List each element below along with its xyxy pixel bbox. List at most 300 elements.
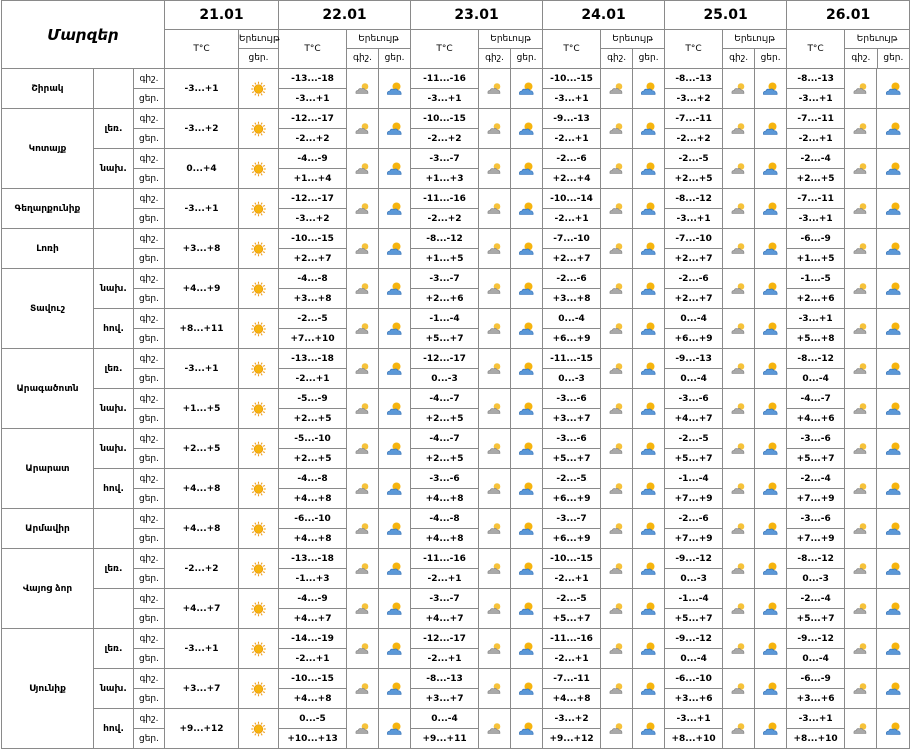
partly-cloudy-night-icon <box>601 281 632 297</box>
temperature-value: -3...+1 <box>665 209 723 229</box>
weather-cell <box>723 709 755 749</box>
weather-cell <box>845 469 877 509</box>
partly-cloudy-night-icon <box>601 321 632 337</box>
temperature-value: -4...-9 <box>279 149 347 169</box>
table-row <box>2 629 910 649</box>
weather-column-header <box>601 30 665 69</box>
weather-cell <box>633 469 665 509</box>
zone-label <box>94 229 134 269</box>
temperature-value: -7...-11 <box>787 109 845 129</box>
table-row <box>2 269 910 289</box>
temperature-value: -7...-11 <box>543 669 601 689</box>
partly-cloudy-day-icon <box>633 121 664 137</box>
temperature-value: -2...+1 <box>411 569 479 589</box>
table-row <box>2 429 910 449</box>
weather-cell <box>633 349 665 389</box>
temperature-value: -5...-9 <box>279 389 347 409</box>
partly-cloudy-night-icon <box>479 721 510 737</box>
period-labels <box>601 49 664 68</box>
partly-cloudy-night-icon <box>601 401 632 417</box>
partly-cloudy-day-icon <box>755 641 786 657</box>
partly-cloudy-night-icon <box>723 201 754 217</box>
partly-cloudy-night-icon <box>601 241 632 257</box>
partly-cloudy-day-icon <box>379 641 410 657</box>
partly-cloudy-night-icon <box>479 161 510 177</box>
weather-cell <box>755 549 787 589</box>
partly-cloudy-day-icon <box>755 441 786 457</box>
weather-cell <box>633 109 665 149</box>
weather-cell <box>239 669 279 709</box>
partly-cloudy-night-icon <box>479 641 510 657</box>
temperature-value: -2...-6 <box>665 509 723 529</box>
temperature-value: +3...+8 <box>279 289 347 309</box>
weather-cell <box>633 629 665 669</box>
partly-cloudy-night-icon <box>479 121 510 137</box>
zone-label: հով. <box>94 709 134 749</box>
temperature-value: +2...+6 <box>411 289 479 309</box>
weather-label: Երեւույթ <box>239 30 278 49</box>
partly-cloudy-day-icon <box>755 281 786 297</box>
partly-cloudy-night-icon <box>347 201 378 217</box>
weather-cell <box>723 349 755 389</box>
partly-cloudy-night-icon <box>845 601 876 617</box>
partly-cloudy-night-icon <box>347 241 378 257</box>
partly-cloudy-night-icon <box>723 401 754 417</box>
weather-cell <box>723 189 755 229</box>
weather-label: Երեւույթ <box>479 30 542 49</box>
zone-label: լեռ. <box>94 109 134 149</box>
weather-cell <box>755 309 787 349</box>
weather-column-header <box>347 30 411 69</box>
weather-cell <box>755 709 787 749</box>
partly-cloudy-day-icon <box>511 161 542 177</box>
sun-icon <box>239 281 278 297</box>
period-label: ցեր. <box>134 209 165 229</box>
temperature-value: -2...-6 <box>665 269 723 289</box>
zone-label <box>94 589 134 629</box>
temperature-value: +2...+7 <box>543 249 601 269</box>
region-name: Արմավիր <box>2 509 94 549</box>
weather-cell <box>755 109 787 149</box>
table-row <box>2 189 910 209</box>
day-label: ցեր. <box>760 53 781 63</box>
partly-cloudy-night-icon <box>845 121 876 137</box>
temperature-value: -3...-6 <box>787 509 845 529</box>
sun-icon <box>239 161 278 177</box>
partly-cloudy-day-icon <box>877 81 909 97</box>
partly-cloudy-night-icon <box>347 121 378 137</box>
temperature-value: +8...+10 <box>665 729 723 749</box>
partly-cloudy-night-icon <box>601 561 632 577</box>
temperature-value: -2...+2 <box>279 129 347 149</box>
partly-cloudy-day-icon <box>877 361 909 377</box>
temperature-value: -10...-15 <box>543 69 601 89</box>
weather-cell <box>511 429 543 469</box>
partly-cloudy-day-icon <box>877 281 909 297</box>
partly-cloudy-day-icon <box>379 481 410 497</box>
partly-cloudy-day-icon <box>511 641 542 657</box>
partly-cloudy-day-icon <box>755 321 786 337</box>
partly-cloudy-day-icon <box>511 561 542 577</box>
region-name: Կոտայք <box>2 109 94 189</box>
temperature-value: -3...-6 <box>543 429 601 449</box>
temperature-value: -2...+2 <box>411 209 479 229</box>
temperature-value: +2...+6 <box>787 289 845 309</box>
period-label: ցեր. <box>134 169 165 189</box>
temperature-value: +5...+7 <box>787 449 845 469</box>
weather-cell <box>845 389 877 429</box>
weather-cell <box>755 509 787 549</box>
partly-cloudy-night-icon <box>347 281 378 297</box>
weather-cell <box>601 429 633 469</box>
temperature-value: +4...+8 <box>165 469 239 509</box>
temperature-value: -14...-19 <box>279 629 347 649</box>
temperature-value: -3...+1 <box>411 89 479 109</box>
temperature-value: +4...+7 <box>279 609 347 629</box>
weather-cell <box>755 229 787 269</box>
temperature-value: -3...+1 <box>165 629 239 669</box>
partly-cloudy-night-icon <box>845 481 876 497</box>
partly-cloudy-night-icon <box>845 641 876 657</box>
partly-cloudy-night-icon <box>845 321 876 337</box>
partly-cloudy-night-icon <box>845 681 876 697</box>
weather-cell <box>633 269 665 309</box>
partly-cloudy-night-icon <box>845 521 876 537</box>
temperature-value: +6...+9 <box>543 529 601 549</box>
temperature-value: +7...+10 <box>279 329 347 349</box>
temperature-value: -12...-17 <box>411 629 479 649</box>
weather-cell <box>347 229 379 269</box>
temperature-value: -9...-13 <box>543 109 601 129</box>
partly-cloudy-day-icon <box>633 521 664 537</box>
temperature-value: -2...+1 <box>543 569 601 589</box>
temperature-value: -3...-7 <box>411 269 479 289</box>
partly-cloudy-night-icon <box>479 601 510 617</box>
sun-icon <box>239 721 278 737</box>
temperature-value: 0...-5 <box>279 709 347 729</box>
weather-cell <box>601 709 633 749</box>
weather-cell <box>601 629 633 669</box>
temperature-value: +4...+7 <box>411 609 479 629</box>
weather-cell <box>239 309 279 349</box>
partly-cloudy-day-icon <box>755 681 786 697</box>
temperature-value: -2...+1 <box>279 649 347 669</box>
weather-cell <box>601 669 633 709</box>
partly-cloudy-day-icon <box>511 681 542 697</box>
region-name: Սյունիք <box>2 629 94 749</box>
partly-cloudy-night-icon <box>479 521 510 537</box>
sun-icon <box>239 121 278 137</box>
weather-cell <box>877 309 910 349</box>
partly-cloudy-night-icon <box>347 721 378 737</box>
partly-cloudy-night-icon <box>479 361 510 377</box>
weather-cell <box>755 349 787 389</box>
temperature-value: -3...+1 <box>787 709 845 729</box>
sun-icon <box>239 81 278 97</box>
weather-column-header <box>239 30 279 69</box>
temperature-value: +2...+5 <box>165 429 239 469</box>
temperature-value: -6...-9 <box>787 669 845 689</box>
weather-cell <box>845 109 877 149</box>
temperature-column-header: T°C <box>787 30 845 69</box>
table-row <box>2 309 910 329</box>
partly-cloudy-day-icon <box>511 81 542 97</box>
partly-cloudy-day-icon <box>877 681 909 697</box>
partly-cloudy-day-icon <box>877 321 909 337</box>
zone-label <box>94 509 134 549</box>
partly-cloudy-day-icon <box>379 601 410 617</box>
weather-cell <box>601 109 633 149</box>
period-label: գիշ. <box>134 429 165 449</box>
weather-cell <box>479 709 511 749</box>
temperature-value: -7...-10 <box>665 229 723 249</box>
partly-cloudy-night-icon <box>347 561 378 577</box>
temperature-value: -2...-5 <box>543 469 601 489</box>
partly-cloudy-day-icon <box>633 561 664 577</box>
weather-cell <box>479 509 511 549</box>
temperature-value: -3...+1 <box>165 69 239 109</box>
partly-cloudy-day-icon <box>379 121 410 137</box>
temperature-value: +2...+5 <box>279 409 347 429</box>
weather-cell <box>511 269 543 309</box>
weather-cell <box>379 709 411 749</box>
weather-cell <box>379 69 411 109</box>
temperature-value: +4...+8 <box>543 689 601 709</box>
temperature-value: -8...-12 <box>665 189 723 209</box>
weather-cell <box>347 709 379 749</box>
partly-cloudy-day-icon <box>379 521 410 537</box>
temperature-value: +4...+8 <box>279 489 347 509</box>
weather-cell <box>723 629 755 669</box>
partly-cloudy-night-icon <box>845 401 876 417</box>
partly-cloudy-day-icon <box>633 201 664 217</box>
weather-column-header <box>723 30 787 69</box>
weather-cell <box>877 709 910 749</box>
temperature-value: -1...-4 <box>665 589 723 609</box>
partly-cloudy-night-icon <box>845 441 876 457</box>
weather-cell <box>633 189 665 229</box>
temperature-value: +3...+7 <box>411 689 479 709</box>
period-label: ցեր. <box>134 409 165 429</box>
weather-cell <box>601 549 633 589</box>
partly-cloudy-day-icon <box>511 441 542 457</box>
temperature-value: -8...-13 <box>665 69 723 89</box>
period-label: ցեր. <box>134 689 165 709</box>
weather-cell <box>877 189 910 229</box>
weather-cell <box>723 469 755 509</box>
temperature-value: -4...-9 <box>279 589 347 609</box>
temperature-value: +5...+7 <box>665 449 723 469</box>
weather-cell <box>239 149 279 189</box>
weather-cell <box>379 469 411 509</box>
temperature-value: -4...-8 <box>279 469 347 489</box>
partly-cloudy-day-icon <box>877 481 909 497</box>
temperature-value: +3...+6 <box>665 689 723 709</box>
partly-cloudy-day-icon <box>633 481 664 497</box>
date-header: 26.01 <box>787 1 910 30</box>
weather-cell <box>845 629 877 669</box>
night-label: գիշ. <box>723 49 755 68</box>
date-header: 21.01 <box>165 1 279 30</box>
partly-cloudy-day-icon <box>755 201 786 217</box>
weather-cell <box>239 269 279 309</box>
period-labels <box>479 49 542 68</box>
temperature-value: -3...-6 <box>787 429 845 449</box>
partly-cloudy-night-icon <box>601 441 632 457</box>
period-label: ցեր. <box>134 369 165 389</box>
temperature-value: -4...-7 <box>787 389 845 409</box>
temperature-value: +2...+5 <box>411 409 479 429</box>
weather-cell <box>845 229 877 269</box>
weather-cell <box>877 509 910 549</box>
partly-cloudy-day-icon <box>633 161 664 177</box>
weather-cell <box>379 509 411 549</box>
temperature-value: +9...+12 <box>165 709 239 749</box>
partly-cloudy-night-icon <box>723 601 754 617</box>
weather-cell <box>511 69 543 109</box>
temperature-value: +5...+7 <box>411 329 479 349</box>
partly-cloudy-night-icon <box>723 161 754 177</box>
partly-cloudy-night-icon <box>479 561 510 577</box>
temperature-value: -3...-7 <box>411 589 479 609</box>
temperature-value: +5...+7 <box>787 609 845 629</box>
temperature-value: +4...+9 <box>165 269 239 309</box>
weather-cell <box>479 469 511 509</box>
temperature-value: -9...-12 <box>665 549 723 569</box>
zone-label: լեռ. <box>94 549 134 589</box>
weather-cell <box>723 269 755 309</box>
partly-cloudy-day-icon <box>755 121 786 137</box>
weather-cell <box>601 589 633 629</box>
temperature-value: 0...-3 <box>665 569 723 589</box>
weather-cell <box>379 109 411 149</box>
partly-cloudy-night-icon <box>723 81 754 97</box>
temperature-value: +6...+9 <box>665 329 723 349</box>
partly-cloudy-night-icon <box>723 281 754 297</box>
region-name: Վայոց ձոր <box>2 549 94 629</box>
temperature-column-header: T°C <box>165 30 239 69</box>
weather-cell <box>511 629 543 669</box>
temperature-value: -11...-16 <box>411 549 479 569</box>
temperature-value: +5...+7 <box>665 609 723 629</box>
partly-cloudy-day-icon <box>755 481 786 497</box>
partly-cloudy-day-icon <box>633 601 664 617</box>
partly-cloudy-day-icon <box>379 561 410 577</box>
weather-cell <box>379 269 411 309</box>
weather-cell <box>633 709 665 749</box>
partly-cloudy-day-icon <box>379 721 410 737</box>
temperature-value: +2...+7 <box>665 249 723 269</box>
sun-icon <box>239 521 278 537</box>
partly-cloudy-day-icon <box>877 121 909 137</box>
sun-icon <box>239 441 278 457</box>
weather-cell <box>723 429 755 469</box>
partly-cloudy-night-icon <box>347 681 378 697</box>
temperature-value: +7...+9 <box>665 489 723 509</box>
weather-cell <box>511 469 543 509</box>
weather-cell <box>347 109 379 149</box>
weather-cell <box>479 229 511 269</box>
temperature-value: -2...-5 <box>665 149 723 169</box>
temperature-value: -4...-8 <box>279 269 347 289</box>
table-row <box>2 509 910 529</box>
temperature-value: -10...-15 <box>279 229 347 249</box>
partly-cloudy-day-icon <box>511 481 542 497</box>
temperature-value: +6...+9 <box>543 489 601 509</box>
temperature-value: -3...+1 <box>665 709 723 729</box>
weather-cell <box>877 629 910 669</box>
temperature-value: -11...-15 <box>543 349 601 369</box>
temperature-value: -5...-10 <box>279 429 347 449</box>
partly-cloudy-day-icon <box>511 241 542 257</box>
zone-label: նախ. <box>94 429 134 469</box>
partly-cloudy-night-icon <box>723 721 754 737</box>
temperature-value: +7...+9 <box>787 529 845 549</box>
partly-cloudy-day-icon <box>877 521 909 537</box>
partly-cloudy-day-icon <box>877 721 909 737</box>
weather-cell <box>347 69 379 109</box>
temperature-value: +8...+10 <box>787 729 845 749</box>
weather-cell <box>877 549 910 589</box>
partly-cloudy-night-icon <box>479 201 510 217</box>
table-row <box>2 549 910 569</box>
sun-icon <box>239 361 278 377</box>
weather-cell <box>379 429 411 469</box>
partly-cloudy-day-icon <box>877 561 909 577</box>
weather-cell <box>347 349 379 389</box>
temperature-value: -3...+1 <box>787 309 845 329</box>
partly-cloudy-night-icon <box>723 641 754 657</box>
sun-icon <box>239 561 278 577</box>
weather-cell <box>755 269 787 309</box>
weather-cell <box>479 669 511 709</box>
weather-cell <box>379 149 411 189</box>
temperature-value: -1...-4 <box>665 469 723 489</box>
weather-cell <box>877 349 910 389</box>
partly-cloudy-day-icon <box>633 81 664 97</box>
weather-cell <box>379 629 411 669</box>
date-header: 24.01 <box>543 1 665 30</box>
partly-cloudy-day-icon <box>633 441 664 457</box>
partly-cloudy-day-icon <box>511 521 542 537</box>
temperature-value: -13...-18 <box>279 69 347 89</box>
temperature-value: -7...-10 <box>543 229 601 249</box>
weather-cell <box>511 189 543 229</box>
partly-cloudy-day-icon <box>511 121 542 137</box>
partly-cloudy-night-icon <box>601 521 632 537</box>
temperature-value: -11...-16 <box>411 189 479 209</box>
temperature-value: -2...+1 <box>543 209 601 229</box>
temperature-value: +1...+5 <box>411 249 479 269</box>
weather-column-header <box>845 30 910 69</box>
period-label: գիշ. <box>134 469 165 489</box>
period-label: ցեր. <box>134 729 165 749</box>
weather-label: Երեւույթ <box>845 30 909 49</box>
partly-cloudy-day-icon <box>511 361 542 377</box>
weather-cell <box>845 589 877 629</box>
weather-cell <box>379 389 411 429</box>
weather-cell <box>239 189 279 229</box>
weather-cell <box>723 229 755 269</box>
temperature-value: -3...+1 <box>165 349 239 389</box>
temperature-value: +2...+7 <box>665 289 723 309</box>
temperature-value: -8...-12 <box>787 549 845 569</box>
partly-cloudy-night-icon <box>723 441 754 457</box>
weather-cell <box>723 669 755 709</box>
partly-cloudy-day-icon <box>379 361 410 377</box>
weather-cell <box>877 269 910 309</box>
weather-cell <box>511 549 543 589</box>
